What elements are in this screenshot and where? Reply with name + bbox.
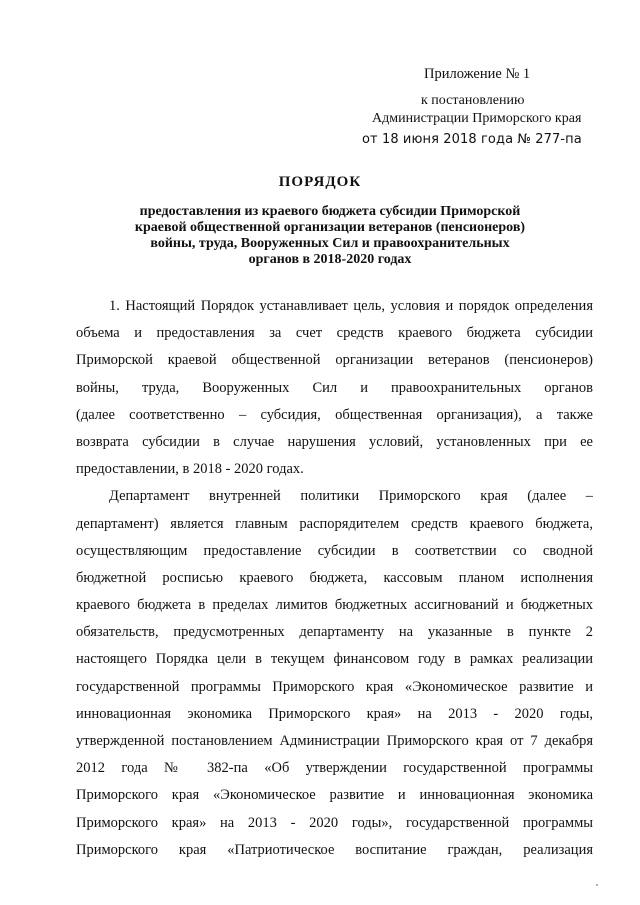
- text-line: утвержденной постановлением Администрации Приморского края от 7 декабря: [76, 733, 593, 749]
- text-line: предоставлении, в 2018 - 2020 годах.: [76, 461, 304, 478]
- paragraph-2: [76, 483, 593, 864]
- scan-speck: [596, 884, 598, 886]
- text-line: возврата субсидии в случае нарушения условий, установленных при ее: [76, 433, 593, 450]
- subtitle-line: органов в 2018-2020 годах: [248, 252, 412, 267]
- text-line: Департамент внутренней политики Приморского края (далее –: [109, 488, 593, 505]
- subtitle-line: войны, труда, Вооруженных Сил и правоохранительных: [150, 236, 510, 251]
- document-subtitle: [110, 204, 550, 268]
- text-line: войны, труда, Вооруженных Сил и правоохранительных органов: [76, 379, 593, 396]
- text-line: инновационная экономика Приморского края» на 2013 - 2020 годы,: [76, 705, 593, 722]
- text-line: Приморского края» на 2013 - 2020 годы», государственной программы: [76, 814, 593, 831]
- subtitle-line: краевой общественной организации ветеранов (пенсионеров): [134, 220, 526, 235]
- subtitle-line: предоставления из краевого бюджета субсидии Приморской: [139, 204, 521, 219]
- text-line: (далее соответственно – субсидия, общественная организация), а также: [76, 406, 593, 423]
- text-line: Приморской краевой общественной организации ветеранов (пенсионеров): [76, 352, 593, 369]
- text-line: настоящего Порядка цели в текущем финансовом году в рамках реализации: [76, 651, 593, 668]
- resolution-date-number: от 18 июня 2018 года № 277-па: [362, 132, 582, 147]
- text-line: Приморского края «Экономическое развитие и инновационная экономика: [76, 787, 593, 804]
- text-line: 2012 года № 382-па «Об утверждении государственной программы: [76, 760, 593, 777]
- text-line: объема и предоставления за счет средств краевого бюджета субсидии: [76, 325, 593, 342]
- paragraph-1: [76, 293, 593, 483]
- document-title: ПОРЯДОК: [278, 174, 362, 190]
- text-line: осуществляющим предоставление субсидии в соответствии со сводной: [76, 542, 593, 559]
- text-line: бюджетной росписью краевого бюджета, кассовым планом исполнения: [76, 569, 593, 586]
- resolution-reference-line1: к постановлению: [421, 93, 525, 108]
- text-line: краевого бюджета в пределах лимитов бюджетных ассигнований и бюджетных: [76, 597, 593, 614]
- appendix-number: Приложение № 1: [424, 66, 531, 82]
- document-body: [76, 293, 593, 864]
- text-line: государственной программы Приморского края «Экономическое развитие и: [76, 678, 593, 695]
- text-line: обязательств, предусмотренных департаменту на указанные в пункте 2: [76, 624, 593, 641]
- text-line: Приморского края «Патриотическое воспитание граждан, реализация: [76, 841, 593, 858]
- text-line: 1. Настоящий Порядок устанавливает цель, условия и порядок определения: [109, 298, 593, 314]
- text-line: департамент) является главным распорядителем средств краевого бюджета,: [76, 515, 593, 532]
- resolution-reference-line2: Администрации Приморского края: [372, 111, 582, 126]
